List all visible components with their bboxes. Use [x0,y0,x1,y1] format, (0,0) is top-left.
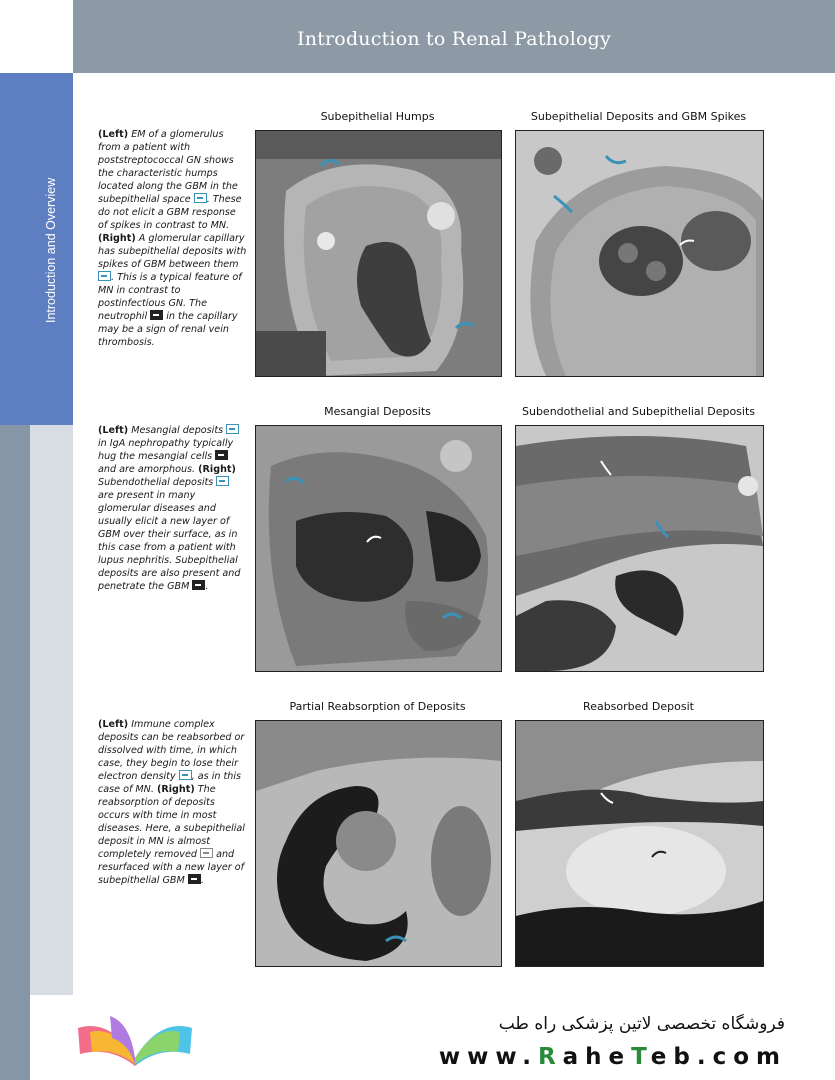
open-arrow-marker-icon [226,424,239,434]
caption-text: Mesangial deposits [131,425,224,436]
caption-left-label: (Left) [98,129,129,140]
website-part: ahe [562,1044,632,1070]
caption-text: The reabsorption of deposits occurs with time in most diseases. Here, a subepithelial deposit in MN is almost completely removed [98,784,245,860]
open-arrow-marker-icon [194,193,207,203]
website-link[interactable] [439,1044,787,1070]
website-part: R [537,1044,563,1070]
side-gray-band [30,425,73,995]
open-arrow-marker-icon [216,476,229,486]
open-arrow-marker-icon [179,770,192,780]
website-part: eb.com [650,1044,787,1070]
caption-text: , as in this case of MN. [98,771,242,795]
side-top-blank [0,0,73,73]
caption-text: . These do not elicit a GBM response of spikes in contrast to MN. [98,194,242,231]
panel-title-4: Subendothelial and Subepithelial Deposits [521,405,756,418]
caption-text: . This is a typical feature of MN in contrast to postinfectious GN. The neutrophil [98,272,242,322]
panel-title-5: Partial Reabsorption of Deposits [289,700,466,713]
shop-name: فروشگاه تخصصی لاتین پزشکی راه طب [498,1014,785,1034]
em-image-subendothelial-subepithelial-deposits [515,425,764,672]
solid-arrow-marker-icon [188,874,201,884]
caption-right-label: (Right) [198,464,236,475]
caption-text: and resurfaced with a new layer of subepithelial GBM [98,849,245,886]
em-image-drawing [516,131,763,376]
panel-title-2: Subepithelial Deposits and GBM Spikes [530,110,747,123]
caption-row-3 [98,718,248,887]
page-header [73,0,835,73]
caption-left-label: (Left) [98,719,129,730]
website-part: www. [438,1044,538,1070]
caption-text: in IgA nephropathy typically hug the mesangial cells [98,438,234,462]
footer-left-strip [0,1018,30,1080]
caption-text: and are amorphous. [98,464,196,475]
caption-text: in the capillary may be a sign of renal vein thrombosis. [98,311,238,348]
panel-title-6: Reabsorbed Deposit [583,700,694,713]
website-part: T [631,1044,651,1070]
chapter-side-tab[interactable] [0,73,73,425]
open-arrow-marker-icon [98,271,111,281]
em-image-drawing [256,426,501,671]
em-image-drawing [516,426,763,671]
em-image-drawing [516,721,763,966]
caption-row-2 [98,424,248,593]
book-logo-icon [70,1008,200,1068]
caption-text: EM of a glomerulus from a patient with poststreptococcal GN shows the characteristic humps located along the GBM in the subepithelial space [98,129,238,205]
caption-left-label: (Left) [98,425,129,436]
caption-text: . [205,581,209,592]
solid-arrow-marker-icon [192,580,205,590]
caption-text: are present in many glomerular diseases and usually elicit a new layer of GBM over their surface, as in this case from a patient with lupus nephritis. Subepithelial deposits are also present and penetrate the GBM [98,490,241,592]
caption-right-label: (Right) [98,233,136,244]
em-image-reabsorbed-deposit [515,720,764,967]
caption-right-label: (Right) [156,784,195,795]
panel-title-3: Mesangial Deposits [324,405,431,418]
panel-title-1: Subepithelial Humps [320,110,435,123]
em-image-partial-reabsorption [255,720,502,967]
caption-row-1 [98,128,248,349]
solid-arrow-marker-icon [215,450,228,460]
em-image-drawing [256,131,501,376]
em-image-subepithelial-humps [255,130,502,377]
open-arrow-marker-icon [200,848,213,858]
page-title: Introduction to Renal Pathology [297,28,611,50]
caption-text: Subendothelial deposits [98,477,214,488]
chapter-side-tab-label: Introduction and Overview [44,177,58,323]
em-image-mesangial-deposits [255,425,502,672]
caption-text: . [200,875,204,886]
caption-text: Immune complex deposits can be reabsorbed or dissolved with time, in which case, they begin to lose their electron density [98,719,245,782]
solid-arrow-marker-icon [150,310,163,320]
em-image-drawing [256,721,501,966]
caption-text: A glomerular capillary has subepithelial deposits with spikes of GBM between them [98,233,247,270]
em-image-subepithelial-deposits-spikes [515,130,764,377]
